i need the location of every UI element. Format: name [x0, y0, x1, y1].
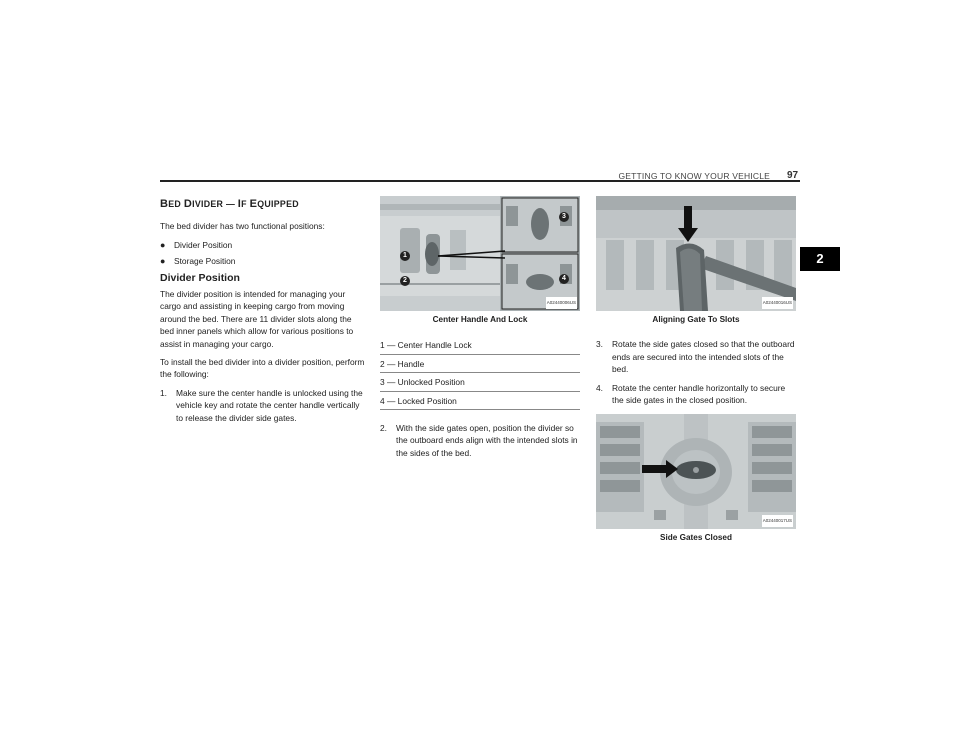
column-3 — [596, 196, 796, 557]
legend-item: 4 — Locked Position — [380, 394, 580, 410]
title-small: F — [241, 199, 250, 209]
step-text: Make sure the center handle is unlocked using the vehicle key and rotate the center handle vertically to release the divider side gates. — [176, 387, 363, 423]
figure-code: A02440006US — [546, 297, 577, 309]
step-text: With the side gates open, position the divider so the outboard ends align with the intended slots in the sides of the bed. — [396, 423, 578, 458]
step-number: 4. — [596, 382, 603, 393]
figure-code: A02440017US — [762, 515, 793, 527]
title-cap: D — [183, 198, 193, 210]
step-number: 3. — [596, 339, 603, 350]
section-title — [160, 198, 365, 210]
side-gates-image — [596, 414, 796, 529]
title-cap: B — [160, 198, 169, 210]
page-number: 97 — [787, 170, 799, 181]
callout-4: 4 — [559, 274, 569, 284]
figure-side-gates-closed — [596, 414, 796, 544]
legend-divider — [380, 354, 580, 355]
step-item — [596, 338, 796, 375]
legend-divider — [380, 372, 580, 373]
step-number: 2. — [380, 423, 387, 434]
figure-code: A02440016US — [762, 297, 793, 309]
title-small: IVIDER — — [192, 199, 238, 209]
aligning-gate-image — [596, 196, 796, 311]
title-cap: I — [237, 198, 242, 210]
bullet-dot-icon: ● — [160, 239, 166, 250]
center-handle-illustration — [380, 196, 580, 311]
step-number: 1. — [160, 387, 167, 398]
figure-center-handle — [380, 196, 580, 326]
legend-item: 2 — Handle — [380, 358, 425, 369]
bullet-item — [160, 255, 365, 267]
callout-2: 2 — [400, 276, 410, 286]
subheading: Divider Position — [160, 271, 240, 284]
bullet-dot-icon: ● — [160, 256, 166, 267]
column-2 — [380, 196, 580, 465]
step-item — [160, 387, 365, 424]
callout-3: 3 — [559, 212, 569, 222]
paragraph: To install the bed divider into a divider position, perform the following: — [160, 357, 365, 380]
bullet-text: Divider Position — [174, 239, 233, 250]
callout-1: 1 — [400, 251, 410, 261]
paragraph: The divider position is intended for managing your cargo and assisting in keeping cargo from moving around the bed. There are 11 divider slots along the bed inner panels which allow for various positions to assist in managing your cargo. — [160, 289, 354, 349]
step-text: Rotate the side gates closed so that the outboard ends are secured into the intended slots of the bed. — [612, 339, 795, 375]
center-handle-image — [380, 196, 580, 311]
column-1 — [160, 196, 365, 430]
legend-divider — [380, 391, 580, 392]
chapter-tab[interactable]: 2 — [800, 247, 840, 271]
title-small: QUIPPED — [257, 199, 299, 209]
step-item — [596, 382, 796, 407]
title-cap: E — [249, 198, 258, 210]
figure-caption: Aligning Gate To Slots — [652, 315, 740, 324]
bullet-item — [160, 239, 365, 251]
legend-item: 3 — Unlocked Position — [380, 377, 465, 388]
legend-item: 1 — Center Handle Lock — [380, 340, 472, 351]
figure-aligning-gate — [596, 196, 796, 326]
side-gates-illustration — [596, 414, 796, 529]
step-item — [380, 422, 580, 459]
step-text: Rotate the center handle horizontally to secure the side gates in the closed position. — [612, 382, 786, 406]
running-header: GETTING TO KNOW YOUR VEHICLE — [618, 171, 770, 181]
figure-caption: Side Gates Closed — [660, 533, 732, 543]
intro-paragraph: The bed divider has two functional positions: — [160, 221, 325, 232]
title-small: ED — [168, 199, 184, 209]
figure-caption: Center Handle And Lock — [432, 315, 528, 324]
aligning-gate-illustration — [596, 196, 796, 311]
bullet-text: Storage Position — [174, 256, 236, 267]
